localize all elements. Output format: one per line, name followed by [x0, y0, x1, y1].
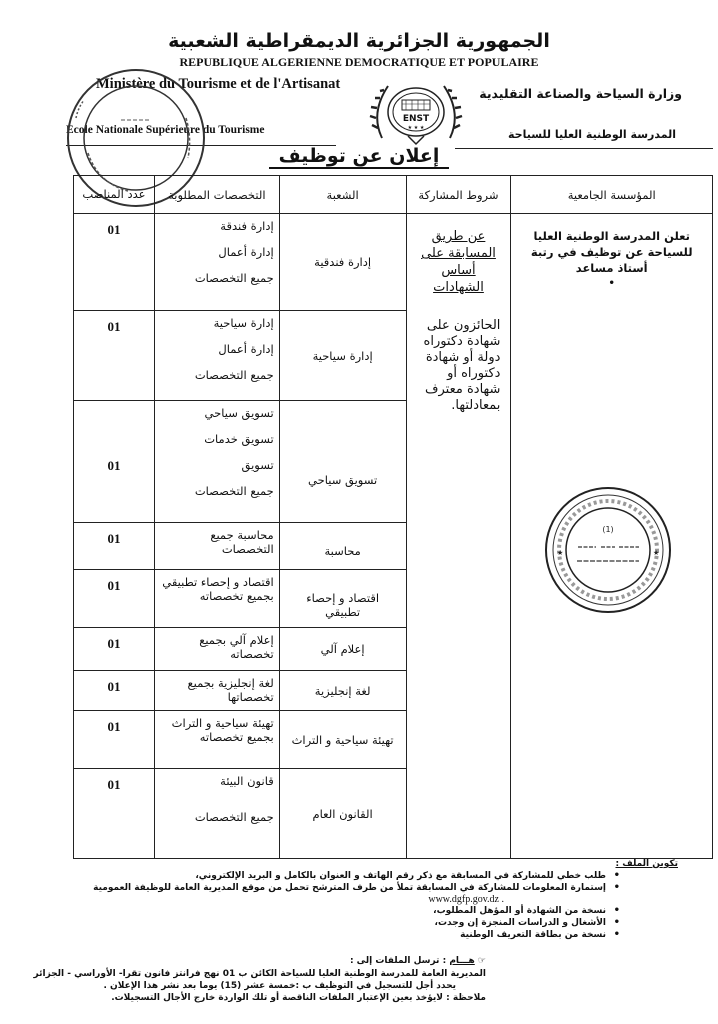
specialty-item: جميع التخصصات — [194, 810, 274, 824]
list-item: • إستمارة المعلومات للمشاركة في المسابقة تملأ من طرف المترشح تحمل من موقع المديرية العامة للوظيفة العمومية — [60, 882, 620, 894]
specialty-item: جميع التخصصات — [194, 484, 274, 498]
file-composition-title: تكوين الملف : — [615, 859, 678, 869]
list-item: • طلب خطي للمشاركة في المسابقة مع ذكر رقم الهاتف و العنوان بالكامل و البريد الإلكتروني، — [60, 870, 620, 882]
count-cell: 01 — [74, 628, 155, 671]
method-line: الشهادات — [433, 280, 484, 295]
conditions-cell — [406, 214, 511, 859]
svg-text:★: ★ — [557, 549, 564, 557]
sending-deadline: يحدد أجل للتسجيل في التوظيف ب :خمسة عشر (15) يوما بعد نشر هذا الإعلان . — [103, 981, 456, 991]
method-line: عن طريق — [431, 229, 486, 244]
header-institution: المؤسسة الجامعية — [511, 176, 713, 214]
header-conditions: شروط المشاركة — [406, 176, 511, 214]
branch-cell: إعلام آلي — [279, 628, 406, 671]
list-item: • نسخة من بطاقة التعريف الوطنية — [60, 929, 620, 941]
specialties-cell — [154, 671, 279, 711]
specialty-item: إدارة سياحية — [213, 316, 274, 330]
branch-cell: محاسبة — [279, 523, 406, 570]
count-cell: 01 — [74, 311, 155, 401]
count-cell: 01 — [74, 671, 155, 711]
count-cell: 01 — [74, 711, 155, 769]
specialty-item: اقتصاد و إحصاء تطبيقي بجميع تخصصاته — [162, 575, 274, 603]
institution-text: تعلن المدرسة الوطنية العليا للسياحة عن توظيف في رتبة أستاذ مساعد — [530, 229, 693, 275]
list-item: • الأشغال و الدراسات المنجزة إن وجدت، — [60, 917, 620, 929]
count-cell: 01 — [74, 523, 155, 570]
sending-address: المديرية العامة للمدرسة الوطنية العليا للسياحة الكائن ب 01 نهج فرانتز فانون تقرا- الأوراسي - الجزائر — [33, 969, 486, 979]
specialty-item: إدارة فندقة — [220, 219, 274, 233]
branch-cell: لغة إنجليزية — [279, 671, 406, 711]
specialties-cell — [154, 628, 279, 671]
sending-note: ملاحظة : لايؤخذ بعين الإعتبار الملفات الناقصة أو تلك الواردة خارج الأجال التسجيلات. — [111, 993, 486, 1003]
school-name-arabic: المدرسة الوطنية العليا للسياحة — [507, 128, 676, 141]
enst-emblem-logo — [368, 78, 464, 148]
stamp-number: (1) — [602, 525, 614, 534]
method-line: أساس — [441, 263, 476, 278]
republic-title-arabic: الجمهورية الجزائرية الديمقراطية الشعبية — [168, 30, 550, 52]
branch-cell: القانون العام — [279, 769, 406, 859]
branch-cell: تسويق سياحي — [279, 401, 406, 523]
specialty-item: إدارة أعمال — [218, 245, 274, 259]
specialty-item: لغة إنجليزية بجميع تخصصاتها — [187, 676, 274, 704]
conditions-requirement: الحائزون على شهادة دكتوراه دولة أو شهادة دكتوراه أو شهادة معترف بمعادلتها. — [423, 318, 501, 413]
list-item: • نسخة من الشهادة أو المؤهل المطلوب، — [60, 905, 620, 917]
ministry-name-arabic: وزارة السياحة والصناعة التقليدية — [479, 86, 682, 101]
method-line: المسابقة على — [421, 246, 496, 261]
header-specialties: التخصصات المطلوبة — [154, 176, 279, 214]
emblem-text: ENST — [402, 114, 430, 124]
sending-intro: : ترسل الملفات إلى : — [349, 956, 447, 966]
pointing-hand-icon: ☞ — [477, 956, 486, 966]
sending-heading — [350, 956, 486, 967]
important-label: هـــام — [449, 956, 475, 966]
announcement-title — [0, 145, 718, 167]
specialty-item: إعلام آلي بجميع تخصصاته — [199, 633, 274, 661]
conditions-method — [411, 228, 507, 296]
branch-cell: إدارة سياحية — [279, 311, 406, 401]
count-cell: 01 — [74, 570, 155, 628]
specialties-cell — [154, 570, 279, 628]
republic-title-french: REPUBLIQUE ALGERIENNE DEMOCRATIQUE ET POPULAIRE — [179, 55, 539, 69]
count-cell: 01 — [74, 769, 155, 859]
branch-cell: إدارة فندقية — [279, 214, 406, 311]
svg-text:★: ★ — [653, 549, 660, 557]
specialty-item: محاسبة جميع التخصصات — [210, 528, 274, 556]
dot-mark: • — [608, 278, 615, 289]
specialty-item: تسويق سياحي — [204, 406, 274, 420]
specialties-cell — [154, 769, 279, 859]
specialties-cell — [154, 214, 279, 311]
school-name-french: Ecole Nationale Supérieure du Tourisme — [66, 124, 265, 136]
specialty-item: تهيئة سياحية و التراث بجميع تخصصاته — [171, 716, 274, 744]
specialties-cell — [154, 311, 279, 401]
specialty-item: تسويق — [241, 458, 274, 472]
specialty-item: إدارة أعمال — [218, 342, 274, 356]
header-position-count: عدد المناصب — [74, 176, 155, 214]
official-stamp-round — [543, 485, 673, 615]
header-branch: الشعبة — [279, 176, 406, 214]
branch-cell: تهيئة سياحية و التراث — [279, 711, 406, 769]
table-row — [74, 214, 713, 311]
table-header-row — [74, 176, 713, 214]
ministry-name-french: Ministère du Tourisme et de l'Artisanat — [96, 76, 341, 92]
specialty-item: جميع التخصصات — [194, 271, 274, 285]
branch-cell: اقتصاد و إحصاء تطبيقي — [279, 570, 406, 628]
svg-text:★ ★ ★: ★ ★ ★ — [407, 125, 425, 131]
specialties-cell — [154, 711, 279, 769]
specialties-cell — [154, 401, 279, 523]
specialties-cell — [154, 523, 279, 570]
count-cell: 01 — [74, 401, 155, 523]
specialty-item: تسويق خدمات — [204, 432, 274, 446]
announcement-title-text: إعلان عن توظيف — [269, 145, 450, 169]
specialty-item: قانون البيئة — [220, 774, 274, 788]
specialty-item: جميع التخصصات — [194, 368, 274, 382]
sending-details — [26, 968, 486, 1004]
count-cell: 01 — [74, 214, 155, 311]
file-requirements-list — [60, 870, 620, 941]
website-url: www.dgfp.gov.dz . — [428, 894, 504, 905]
